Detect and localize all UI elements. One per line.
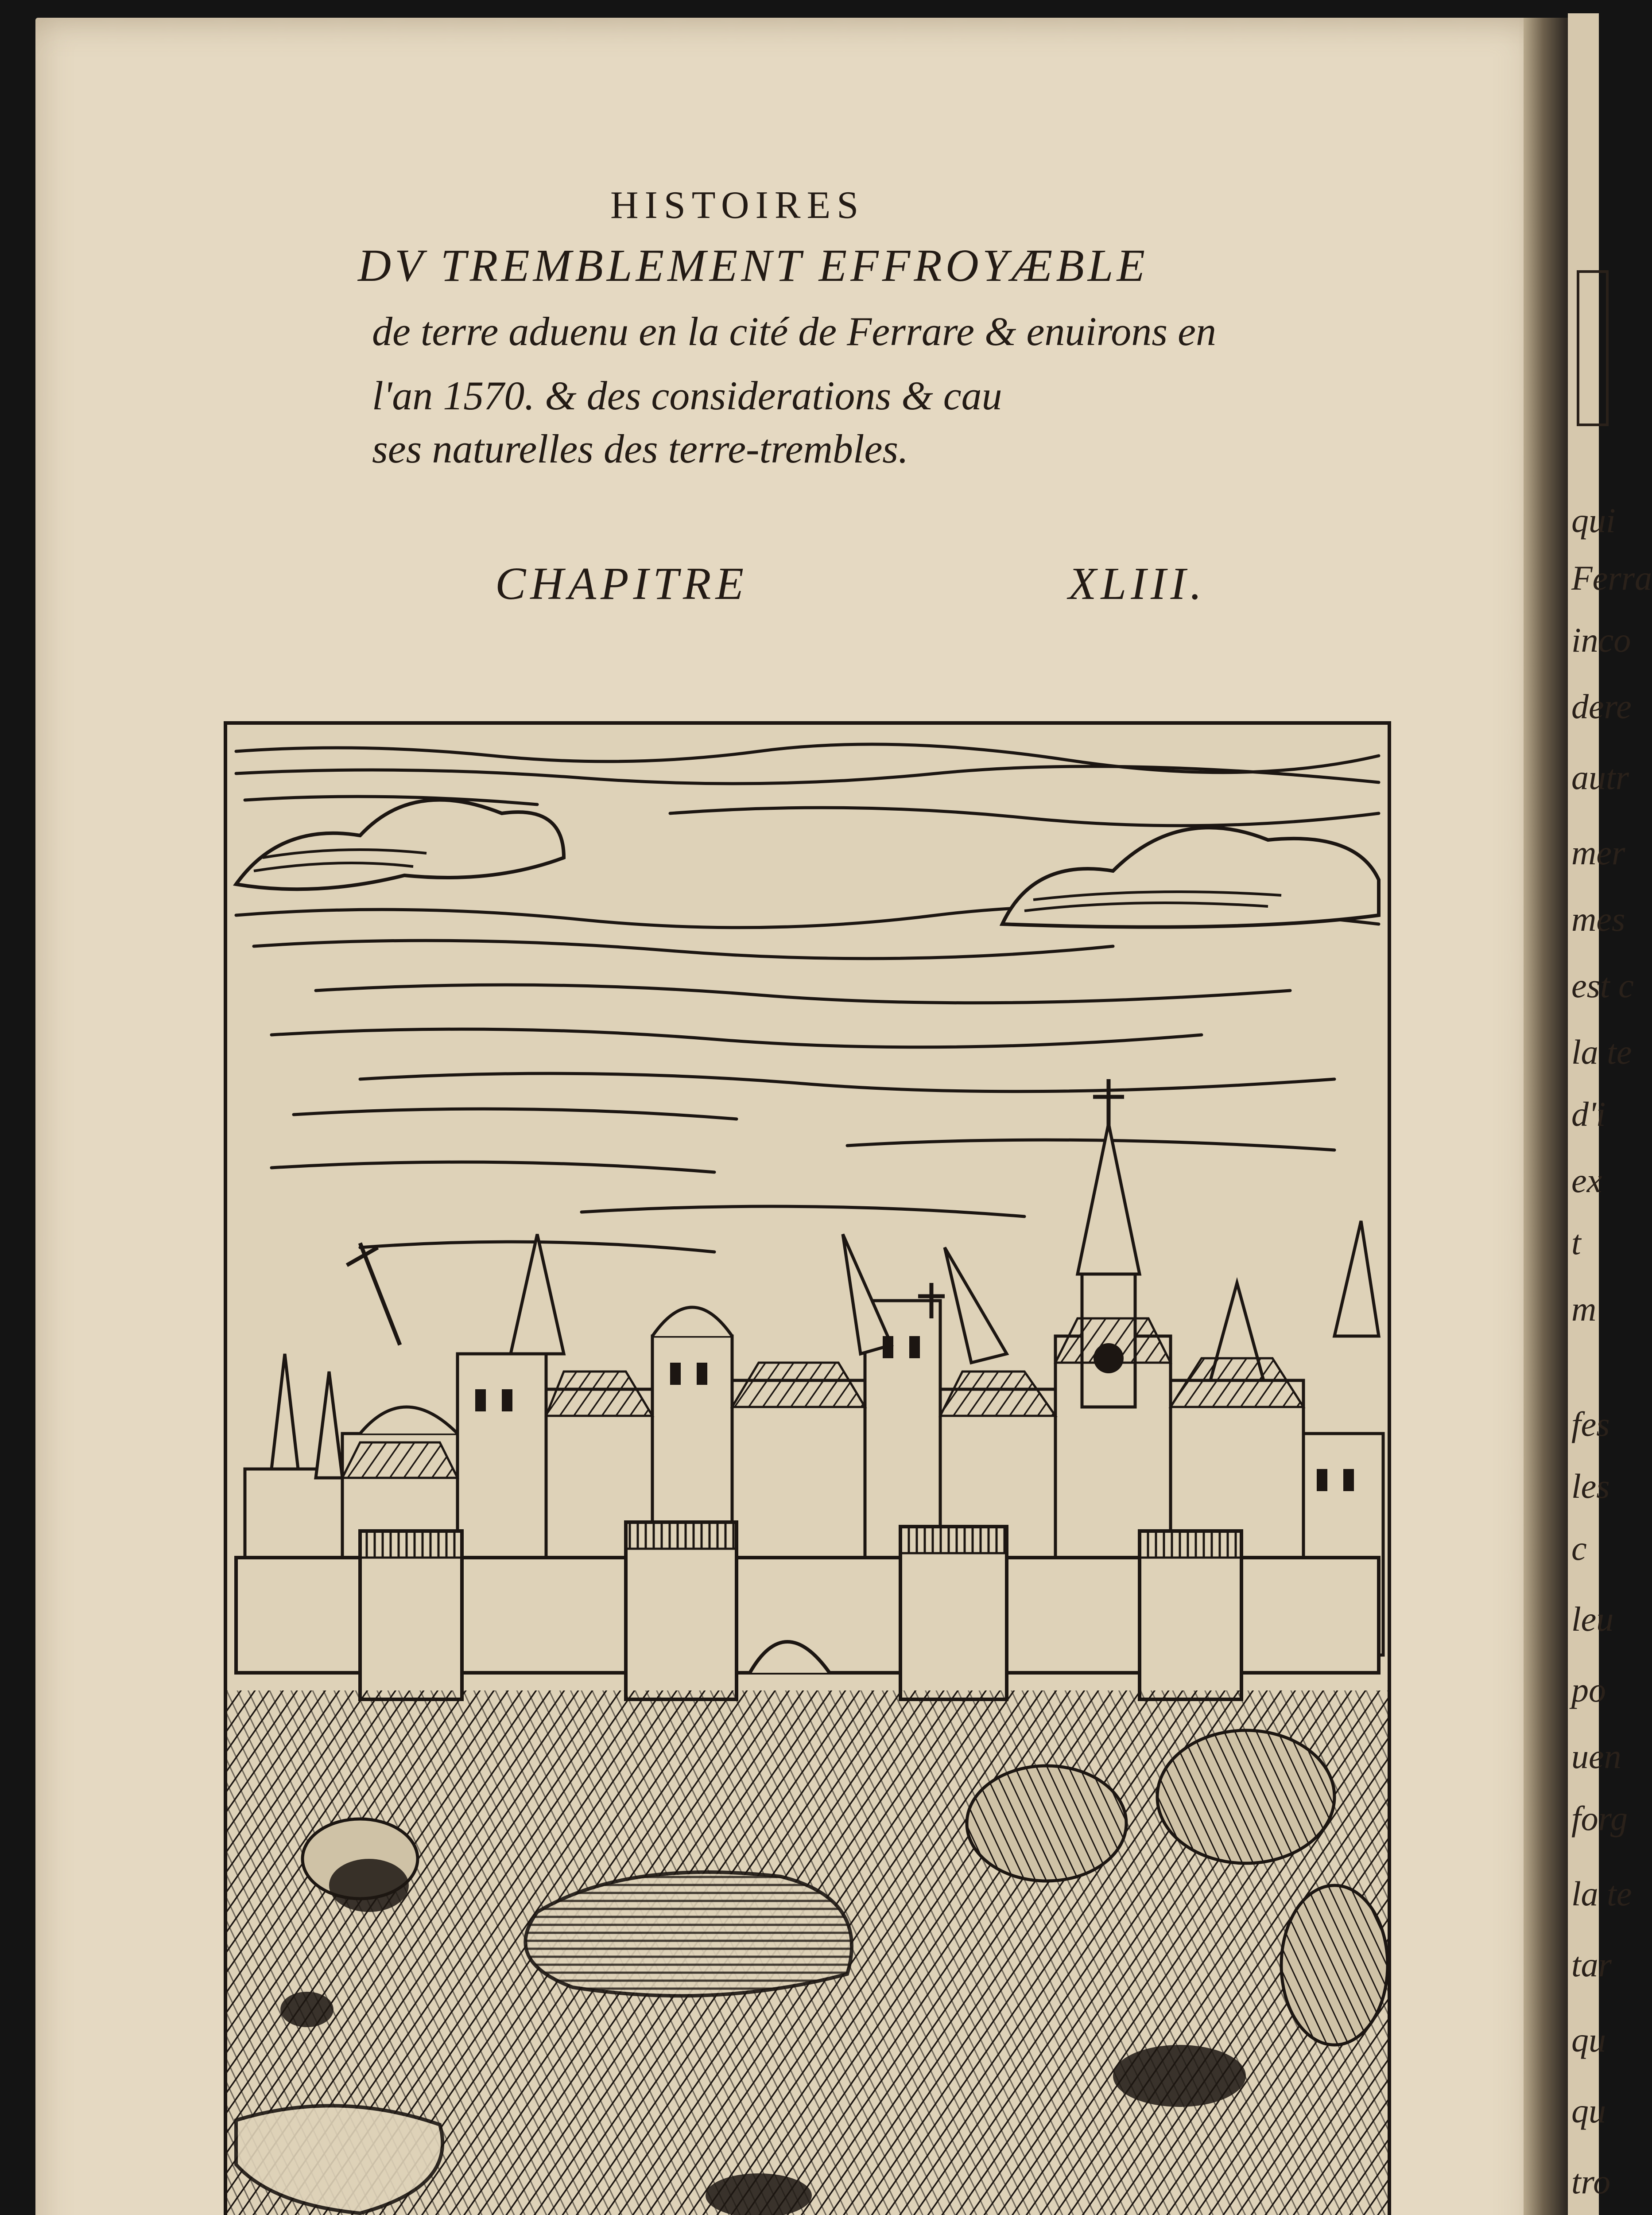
facing-text-fragment: tro (1571, 2162, 1611, 2201)
facing-text-fragment: qu (1571, 2021, 1606, 2059)
facing-text-fragment: les (1571, 1467, 1610, 1505)
facing-text-fragment: po (1571, 1671, 1606, 1709)
facing-text-fragment: autr (1571, 758, 1629, 797)
facing-page-edge (1568, 13, 1652, 2215)
facing-text-fragment: dere (1571, 687, 1632, 726)
facing-text-fragment: ex (1571, 1161, 1602, 1200)
facing-text-fragment: leu (1571, 1600, 1614, 1638)
chapter-title-line-1: DV TREMBLEMENT EFFROYÆBLE (358, 240, 1149, 291)
facing-text-fragment: tar (1571, 1945, 1612, 1984)
facing-text-fragment: t (1571, 1223, 1581, 1262)
running-head: HISTOIRES (610, 184, 865, 227)
facing-text-fragment: uen (1571, 1737, 1621, 1776)
facing-text-fragment: c (1571, 1529, 1587, 1567)
chapter-label: CHAPITRE (495, 558, 748, 609)
facing-text-fragment: qui (1571, 501, 1616, 540)
facing-text-fragment: inco (1571, 621, 1631, 659)
chapter-number: XLIII. (1068, 558, 1206, 609)
facing-text-fragment: fes (1571, 1405, 1610, 1443)
woodcut-city-earthquake-icon (227, 725, 1388, 2215)
facing-text-fragment: mer (1571, 833, 1625, 872)
book-gutter (1524, 18, 1568, 2215)
facing-text-fragment: la te (1571, 1874, 1632, 1913)
facing-text-fragment: mes (1571, 900, 1625, 938)
chapter-title-line-4: ses naturelles des terre-trembles. (372, 426, 909, 471)
facing-text-fragment: d'i (1571, 1095, 1606, 1133)
facing-text-fragment: Ferra (1571, 559, 1652, 597)
woodcut-illustration (224, 721, 1391, 2215)
facing-text-fragment: la te (1571, 1033, 1632, 1071)
facing-text-fragment: est c (1571, 966, 1634, 1005)
chapter-title-line-3: l'an 1570. & des considerations & cau (372, 373, 1002, 418)
facing-text-fragment: m (1571, 1290, 1597, 1328)
facing-text-fragment: forg (1571, 1799, 1628, 1838)
facing-page-ornament-icon (1577, 270, 1609, 426)
chapter-title-line-2: de terre aduenu en la cité de Ferrare & enuirons en (372, 309, 1216, 354)
facing-text-fragment: qu (1571, 2091, 1606, 2130)
